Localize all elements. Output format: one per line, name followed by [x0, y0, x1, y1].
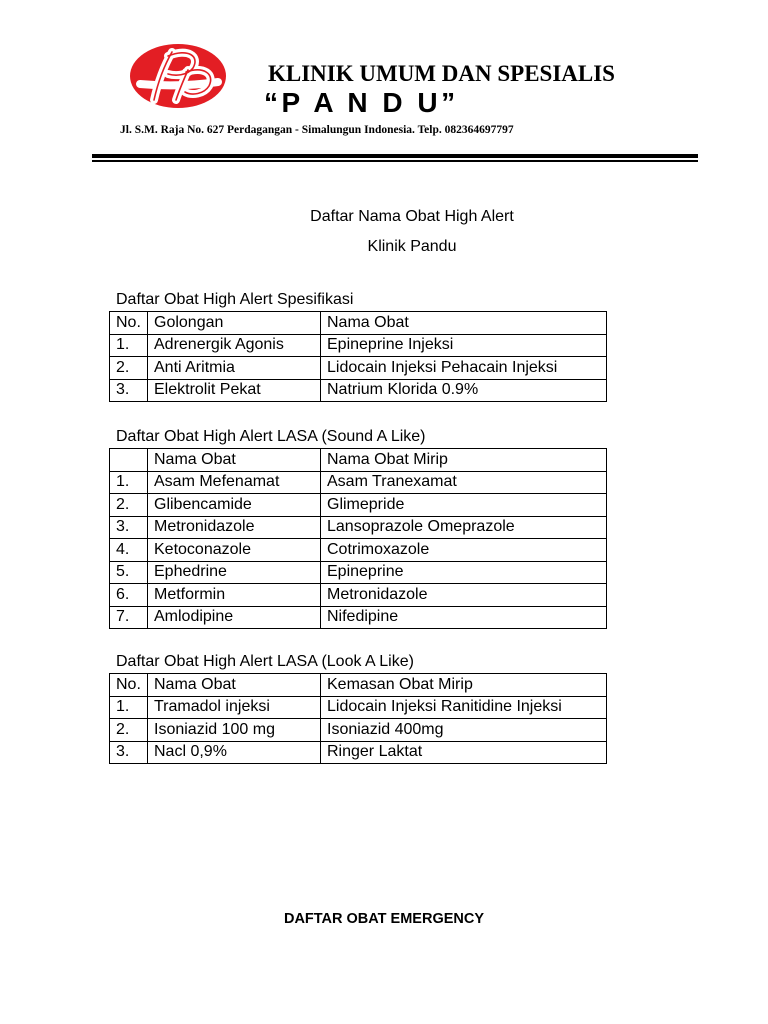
table-header-cell: Nama Obat — [148, 674, 321, 697]
table-cell: Glibencamide — [148, 494, 321, 517]
table-cell: Anti Aritmia — [148, 357, 321, 380]
clinic-address: Jl. S.M. Raja No. 627 Perdagangan - Simalungun Indonesia. Telp. 082364697797 — [120, 124, 514, 136]
table-cell: Glimepride — [321, 494, 607, 517]
table-cell: Cotrimoxazole — [321, 539, 607, 562]
table-cell: Asam Tranexamat — [321, 471, 607, 494]
table-row — [110, 471, 607, 494]
table-cell: Ringer Laktat — [321, 741, 607, 764]
table-cell: Lidocain Injeksi Ranitidine Injeksi — [321, 696, 607, 719]
row-number-cell: 3. — [110, 516, 148, 539]
row-number-cell: 3. — [110, 379, 148, 402]
table-cell: Adrenergik Agonis — [148, 334, 321, 357]
row-number-cell: 1. — [110, 334, 148, 357]
table-cell: Lidocain Injeksi Pehacain Injeksi — [321, 357, 607, 380]
table-row — [110, 334, 607, 357]
lasa-look-alike-table — [109, 673, 607, 764]
header-divider-thin — [92, 160, 698, 162]
row-number-cell: 6. — [110, 584, 148, 607]
table-row — [110, 696, 607, 719]
table-header-cell: Kemasan Obat Mirip — [321, 674, 607, 697]
table-header-cell: Nama Obat — [321, 312, 607, 335]
document-subtitle: Klinik Pandu — [367, 238, 457, 255]
row-number-cell: 3. — [110, 741, 148, 764]
document-title: Daftar Nama Obat High Alert — [310, 208, 514, 225]
table-cell: Isoniazid 100 mg — [148, 719, 321, 742]
table-header-row — [110, 674, 607, 697]
table-row — [110, 719, 607, 742]
table-row — [110, 606, 607, 629]
table-row — [110, 741, 607, 764]
lasa-sound-alike-table — [109, 448, 607, 629]
table-cell: Metformin — [148, 584, 321, 607]
row-number-cell: 4. — [110, 539, 148, 562]
row-number-cell: 2. — [110, 494, 148, 517]
table-row — [110, 584, 607, 607]
table-row — [110, 561, 607, 584]
table-header-cell: No. — [110, 312, 148, 335]
table-cell: Elektrolit Pekat — [148, 379, 321, 402]
table-header-cell: No. — [110, 674, 148, 697]
table-cell: Metronidazole — [148, 516, 321, 539]
high-alert-spesifikasi-table — [109, 311, 607, 402]
row-number-cell: 5. — [110, 561, 148, 584]
table-header-cell: Nama Obat — [148, 449, 321, 472]
table-cell: Lansoprazole Omeprazole — [321, 516, 607, 539]
header-divider — [92, 154, 698, 158]
row-number-cell: 1. — [110, 471, 148, 494]
row-number-cell: 2. — [110, 357, 148, 380]
table-cell: Nacl 0,9% — [148, 741, 321, 764]
table-cell: Isoniazid 400mg — [321, 719, 607, 742]
lasa-look-alike-section — [109, 650, 606, 764]
emergency-heading: DAFTAR OBAT EMERGENCY — [283, 911, 485, 927]
clinic-logo-icon — [128, 42, 228, 110]
table-header-cell — [110, 449, 148, 472]
table-header-row — [110, 312, 607, 335]
table-row — [110, 516, 607, 539]
table-cell: Epineprine Injeksi — [321, 334, 607, 357]
lasa-sound-alike-section — [109, 425, 606, 629]
table-cell: Natrium Klorida 0.9% — [321, 379, 607, 402]
row-number-cell: 7. — [110, 606, 148, 629]
row-number-cell: 1. — [110, 696, 148, 719]
table-cell: Metronidazole — [321, 584, 607, 607]
table-cell: Ephedrine — [148, 561, 321, 584]
clinic-short-name: “P A N D U” — [264, 87, 459, 118]
table-header-row — [110, 449, 607, 472]
section-caption: Daftar Obat High Alert Spesifikasi — [116, 291, 354, 308]
table-row — [110, 357, 607, 380]
table-row — [110, 379, 607, 402]
high-alert-spesifikasi-section — [109, 288, 606, 402]
row-number-cell: 2. — [110, 719, 148, 742]
table-row — [110, 539, 607, 562]
clinic-name: KLINIK UMUM DAN SPESIALIS — [268, 61, 615, 86]
table-cell: Tramadol injeksi — [148, 696, 321, 719]
table-cell: Epineprine — [321, 561, 607, 584]
section-caption: Daftar Obat High Alert LASA (Sound A Like) — [116, 428, 426, 445]
section-caption: Daftar Obat High Alert LASA (Look A Like) — [116, 653, 414, 670]
table-cell: Ketoconazole — [148, 539, 321, 562]
table-row — [110, 494, 607, 517]
table-cell: Amlodipine — [148, 606, 321, 629]
table-cell: Asam Mefenamat — [148, 471, 321, 494]
table-header-cell: Golongan — [148, 312, 321, 335]
table-cell: Nifedipine — [321, 606, 607, 629]
table-header-cell: Nama Obat Mirip — [321, 449, 607, 472]
